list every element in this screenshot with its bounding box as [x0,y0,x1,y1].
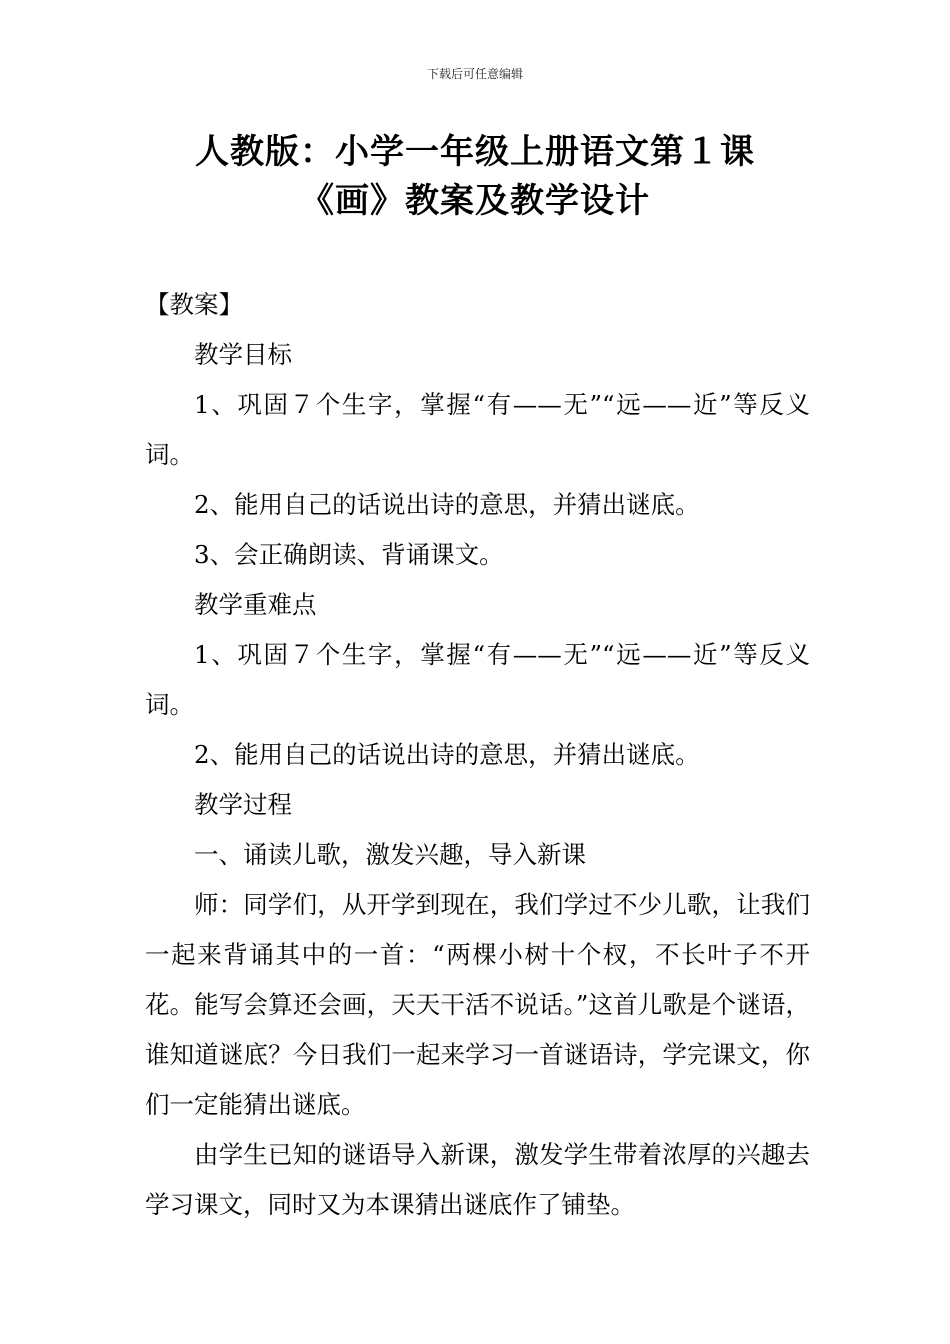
heading-key-difficulties: 教学重难点 [194,590,317,619]
heading-teaching-goals: 教学目标 [194,340,292,369]
goal-item-1: 1、巩固７个生字，掌握“有——无”“远——近”等反义词。 [145,390,810,469]
document-body [145,280,810,1230]
difficulty-item-2: 2、能用自己的话说出诗的意思，并猜出谜底。 [194,740,700,769]
section-heading-jiaoan: 【教案】 [145,290,243,319]
header-note: 下载后可任意编辑 [426,67,523,81]
goal-item-2: 2、能用自己的话说出诗的意思，并猜出谜底。 [194,490,700,519]
goal-item-3: 3、会正确朗读、背诵课文。 [194,540,504,569]
document-title-line-1: 人教版：小学一年级上册语文第１课 [195,132,755,172]
process-step-1-heading: 一、诵读儿歌，激发兴趣，导入新课 [194,840,586,869]
document-title-line-2: 《画》教案及教学设计 [300,181,650,221]
heading-teaching-process: 教学过程 [194,790,292,819]
design-note-paragraph: 由学生已知的谜语导入新课，激发学生带着浓厚的兴趣去学习课文，同时又为本课猜出谜底作了铺垫。 [145,1140,810,1219]
teacher-speech-paragraph: 师：同学们，从开学到现在，我们学过不少儿歌，让我们一起来背诵其中的一首：“两棵小树十个杈，不长叶子不开花。能写会算还会画，天天干活不说话。”这首儿歌是个谜语，谁知道谜底？今日我们一起来学习一首谜语诗，学完课文，你们一定能猜出谜底。 [145,890,810,1119]
difficulty-item-1: 1、巩固７个生字，掌握“有——无”“远——近”等反义词。 [145,640,810,719]
